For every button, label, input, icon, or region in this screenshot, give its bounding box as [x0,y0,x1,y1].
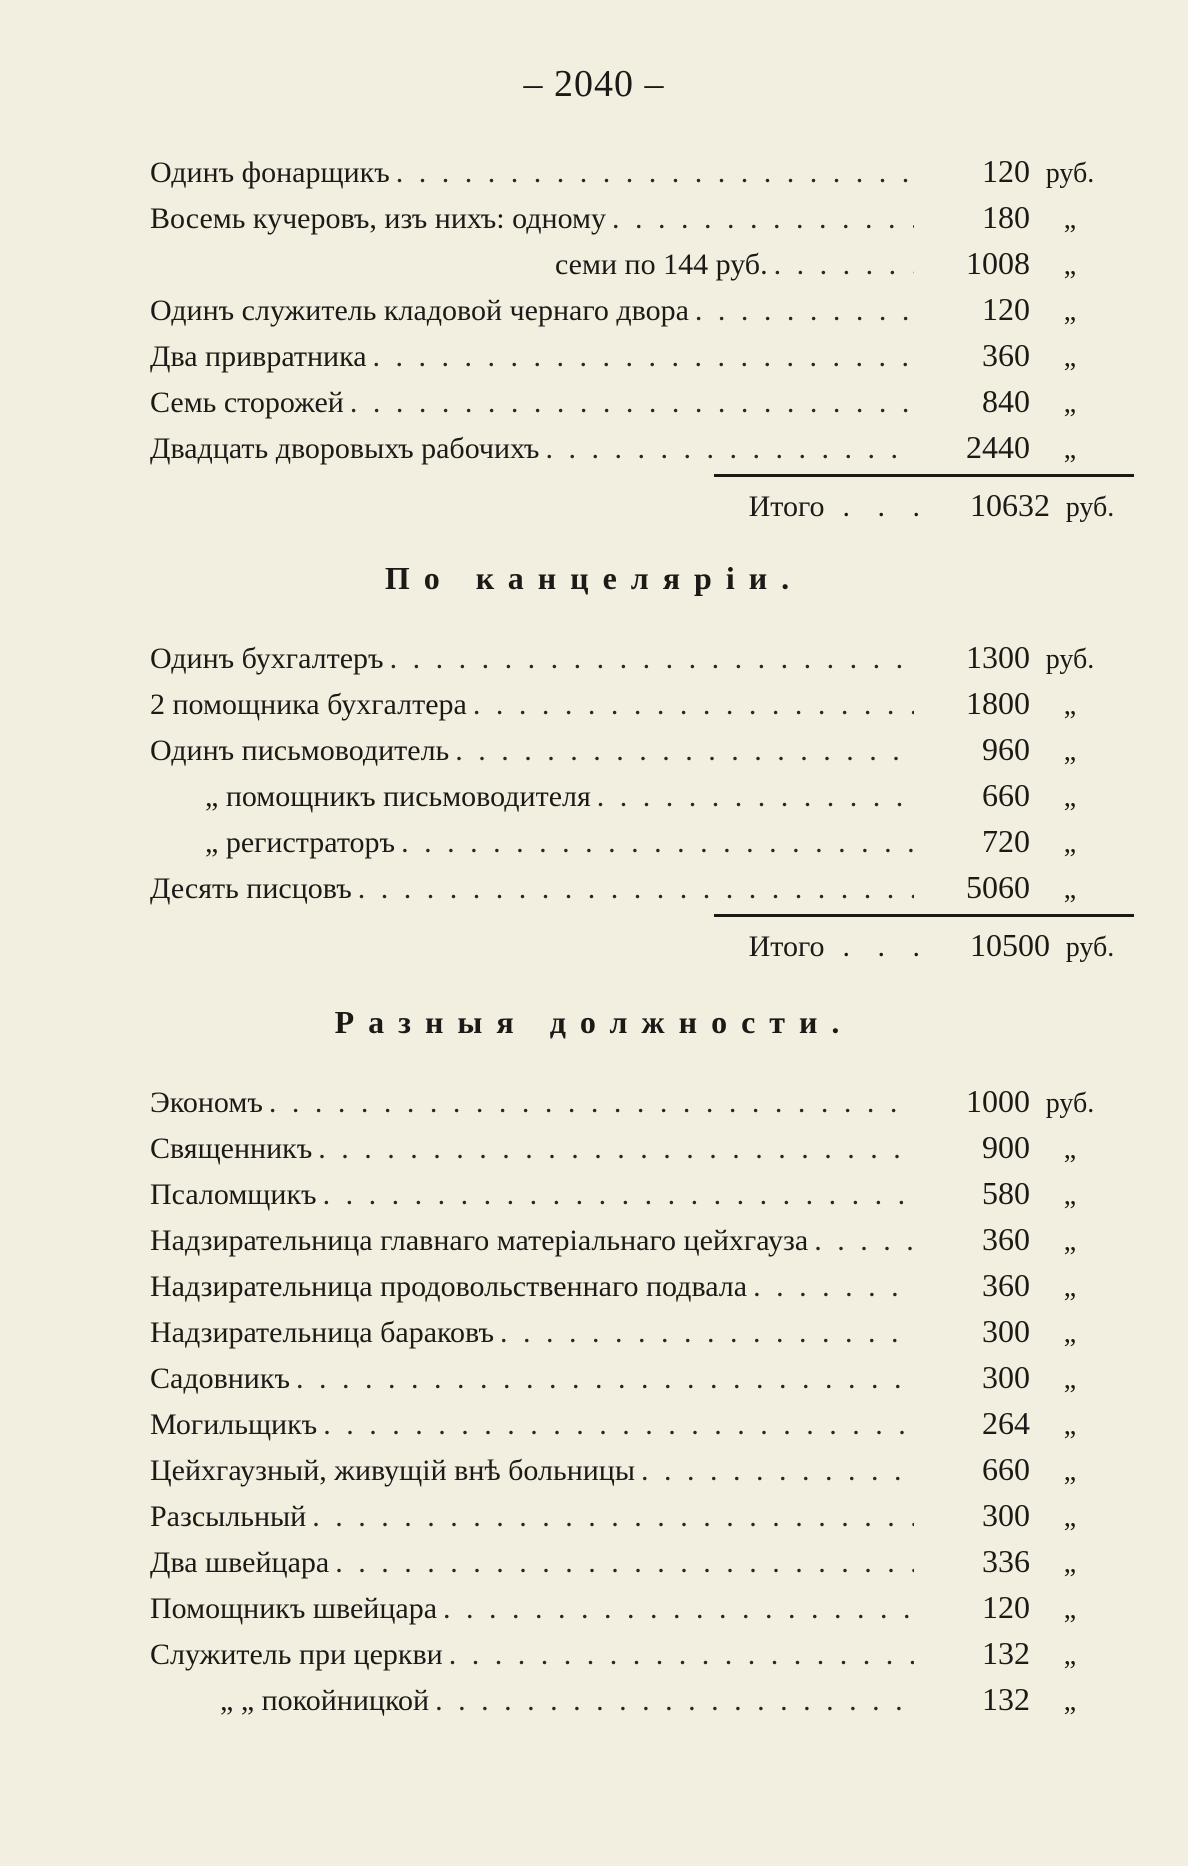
list-item [150,726,1110,772]
leader-dots [545,426,914,472]
total-unit: руб. [1065,932,1115,963]
list-item [150,772,1110,818]
section-various-positions [150,1078,1110,1722]
item-amount: 360 [982,1221,1030,1257]
list-item [150,194,1110,240]
item-unit: „ [1063,828,1077,859]
leader-dots [318,1126,914,1172]
item-unit: „ [1063,1318,1077,1349]
item-amount: 900 [982,1129,1030,1165]
leader-dots [323,1172,914,1218]
list-item [150,1354,1110,1400]
leader-dots [335,1540,914,1586]
item-label: Могильщикъ [150,1408,318,1441]
item-unit: „ [1063,1272,1077,1303]
item-amount: 2440 [966,429,1030,465]
item-label: Одинъ служитель кладовой чернаго двора [150,294,689,327]
leader-dots [814,1218,914,1264]
list-item [150,148,1110,194]
leader-dots [449,1632,914,1678]
list-item [150,1446,1110,1492]
leader-dots [390,636,914,682]
list-item [150,1216,1110,1262]
list-item [150,1124,1110,1170]
leader-dots [597,774,914,820]
list-item [150,332,1110,378]
item-amount: 300 [982,1313,1030,1349]
item-unit: „ [1063,250,1077,281]
item-amount: 264 [982,1405,1030,1441]
item-amount: 960 [982,731,1030,767]
total-rule [714,474,1134,477]
section-heading: Разныя должности. [334,1004,854,1040]
list-item [150,864,1110,910]
item-label: Одинъ письмоводитель [150,734,450,767]
item-label: Экономъ [150,1086,263,1119]
leader-dots [269,1080,914,1126]
item-label: семи по 144 руб. [555,248,768,281]
total-label: Итого [748,930,825,963]
leader-dots [612,196,914,242]
leader-dots [641,1448,914,1494]
leader-dots [455,728,914,774]
item-label: Десять писцовъ [150,872,352,905]
item-amount: 660 [982,1451,1030,1487]
list-item [150,1308,1110,1354]
leader-dots [296,1356,914,1402]
leader-dots [350,380,914,426]
leader-dots [473,682,914,728]
item-label: Два привратника [150,340,367,373]
item-amount: 360 [982,337,1030,373]
item-label: Два швейцара [150,1546,330,1579]
item-amount: 120 [982,153,1030,189]
item-unit: „ [1063,388,1077,419]
total-rule [714,914,1134,917]
item-unit: „ [1063,342,1077,373]
item-unit: „ [1063,690,1077,721]
item-unit: „ [1063,1686,1077,1717]
item-amount: 300 [982,1497,1030,1533]
leader-dots [443,1586,914,1632]
item-label: „ помощникъ письмоводителя [205,780,591,813]
item-label: Священникъ [150,1132,313,1165]
total-amount: 10632 [970,487,1050,523]
leader-dots [396,150,914,196]
item-unit: „ [1063,874,1077,905]
list-item [150,1538,1110,1584]
item-label: „ „ покойницкой [220,1684,430,1717]
item-label: Надзирательница главнаго матеріальнаго цейхгауза [150,1224,809,1257]
list-item [150,1400,1110,1446]
item-unit: „ [1063,1410,1077,1441]
total-dots: . . . [842,490,930,523]
item-unit: „ [1063,1180,1077,1211]
item-amount: 5060 [966,869,1030,905]
total-amount: 10500 [970,927,1050,963]
item-amount: 120 [982,1589,1030,1625]
item-unit: „ [1063,1226,1077,1257]
item-label: Цейхгаузный, живущій внѣ больницы [150,1454,636,1487]
item-unit: „ [1063,1594,1077,1625]
item-amount: 132 [982,1635,1030,1671]
total-row [749,922,1130,968]
leader-dots [373,334,914,380]
item-amount: 580 [982,1175,1030,1211]
item-unit: „ [1063,1456,1077,1487]
section-heading: По канцеляріи. [384,560,804,596]
leader-dots [753,1264,914,1310]
list-item [150,680,1110,726]
item-amount: 132 [982,1681,1030,1717]
item-label: Семь сторожей [150,386,344,419]
item-amount: 1800 [966,685,1030,721]
section-staff-list [150,148,1110,470]
leader-dots [401,820,914,866]
item-amount: 360 [982,1267,1030,1303]
item-amount: 1000 [966,1083,1030,1119]
list-item [150,378,1110,424]
list-item [150,1170,1110,1216]
list-item [150,1262,1110,1308]
item-amount: 300 [982,1359,1030,1395]
item-amount: 840 [982,383,1030,419]
item-unit: „ [1063,1364,1077,1395]
item-label: Разсыльный [150,1500,307,1533]
item-amount: 180 [982,199,1030,235]
item-amount: 1008 [966,245,1030,281]
item-unit: руб. [1045,644,1095,675]
list-item [150,240,1110,286]
page-number: – 2040 – [523,63,665,105]
item-amount: 336 [982,1543,1030,1579]
item-unit: руб. [1045,158,1095,189]
leader-dots [435,1678,914,1724]
list-item [150,818,1110,864]
item-amount: 1300 [966,639,1030,675]
item-label: Восемь кучеровъ, изъ нихъ: одному [150,202,606,235]
item-amount: 120 [982,291,1030,327]
item-label: „ регистраторъ [205,826,396,859]
leader-dots [312,1494,914,1540]
item-label: Садовникъ [150,1362,290,1395]
section-chancellery [150,634,1110,910]
item-unit: руб. [1045,1088,1095,1119]
item-unit: „ [1063,296,1077,327]
total-dots: . . . [842,930,930,963]
item-unit: „ [1063,782,1077,813]
item-label: Надзирательница продовольственнаго подвала [150,1270,748,1303]
item-label: Надзирательница бараковъ [150,1316,494,1349]
item-unit: „ [1063,1640,1077,1671]
list-item [150,1630,1110,1676]
item-amount: 660 [982,777,1030,813]
item-unit: „ [1063,736,1077,767]
item-label: Двадцать дворовыхъ рабочихъ [150,432,540,465]
item-label: Одинъ фонарщикъ [150,156,390,189]
leader-dots [500,1310,914,1356]
item-label: Служитель при церкви [150,1638,443,1671]
item-label: 2 помощника бухгалтера [150,688,467,721]
leader-dots [695,288,914,334]
leader-dots [358,866,914,912]
total-row [749,482,1130,528]
item-label: Псаломщикъ [150,1178,317,1211]
item-unit: „ [1063,434,1077,465]
item-amount: 720 [982,823,1030,859]
list-item [150,1492,1110,1538]
item-unit: „ [1063,1548,1077,1579]
list-item [150,1676,1110,1722]
item-label: Помощникъ швейцара [150,1592,438,1625]
list-item [150,634,1110,680]
item-unit: „ [1063,1502,1077,1533]
total-label: Итого [748,490,825,523]
leader-dots [323,1402,914,1448]
item-label: Одинъ бухгалтеръ [150,642,384,675]
item-unit: „ [1063,1134,1077,1165]
list-item [150,424,1110,470]
list-item [150,1584,1110,1630]
item-unit: „ [1063,204,1077,235]
list-item [150,1078,1110,1124]
list-item [150,286,1110,332]
total-unit: руб. [1065,492,1115,523]
leader-dots [774,242,914,288]
